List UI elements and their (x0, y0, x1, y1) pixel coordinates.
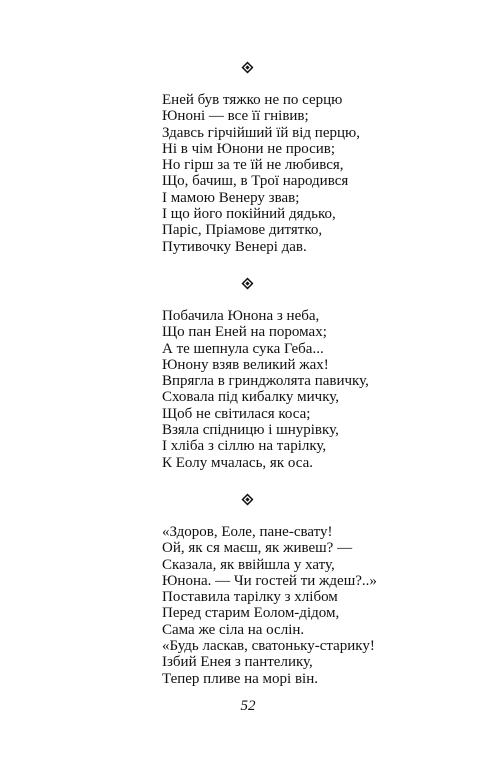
verse-line: Паріс, Пріамове дитятко, (162, 222, 323, 239)
verse-line: І хліба з сіллю на тарілку, (162, 438, 327, 455)
stanza (162, 308, 482, 471)
verse-line: Еней був тяжко не по серцю (162, 92, 343, 108)
verse-line: Поставила тарілку з хлібом (162, 589, 338, 606)
verse-line: Путивочку Венері дав. (162, 238, 307, 255)
stanza-ornament-icon (241, 277, 254, 290)
verse-line: Юноні — все її гнівив; (162, 108, 309, 125)
verse-line: Сховала під кибалку мичку, (162, 389, 340, 406)
verse-line: Юнона. — Чи гостей ти ждеш?..» (162, 572, 377, 589)
verse-line: Здавсь гірчійший їй від перцю, (162, 124, 360, 141)
verse-line: Перед старим Еолом-дідом, (162, 605, 340, 622)
stanza (162, 92, 482, 255)
verse-line: І мамою Венеру звав; (162, 189, 300, 206)
verse-line: Юнону взяв великий жах! (162, 356, 329, 373)
verse-line: А те шепнула сука Геба... (162, 340, 324, 357)
verse-line: Впрягла в гринджолята павичку, (162, 373, 369, 390)
verse-line: Що пан Еней на поромах; (162, 324, 327, 341)
stanza-ornament-icon (241, 493, 254, 506)
verse-line: Сказала, як ввійшла у хату, (162, 556, 335, 573)
verse-line: Ізбий Енея з пантелику, (162, 654, 313, 671)
stanza (162, 524, 482, 687)
verse-line: «Здоров, Еоле, пане-свату! (162, 524, 333, 540)
verse-line: Взяла спідницю і шнурівку, (162, 422, 339, 439)
verse-line: Побачила Юнона з неба, (162, 308, 320, 324)
page-number: 52 (240, 698, 256, 714)
verse-line: І що його покійний дядько, (162, 206, 336, 223)
stanza-ornament-icon (241, 61, 254, 74)
verse-line: Ні в чім Юнони не просив; (162, 140, 336, 157)
verse-line: К Еолу мчалась, як оса. (162, 454, 313, 471)
verse-line: Ой, як ся маєш, як живеш? — (162, 540, 353, 557)
verse-line: Що, бачиш, в Трої народився (162, 173, 349, 190)
verse-line: Щоб не світилася коса; (162, 405, 311, 422)
verse-line: «Будь ласкав, сватоньку-старику! (162, 638, 375, 655)
verse-line: Но гірш за те їй не любився, (162, 157, 344, 174)
verse-line: Тепер пливе на морі він. (162, 670, 318, 687)
verse-line: Сама же сіла на ослін. (162, 621, 305, 638)
